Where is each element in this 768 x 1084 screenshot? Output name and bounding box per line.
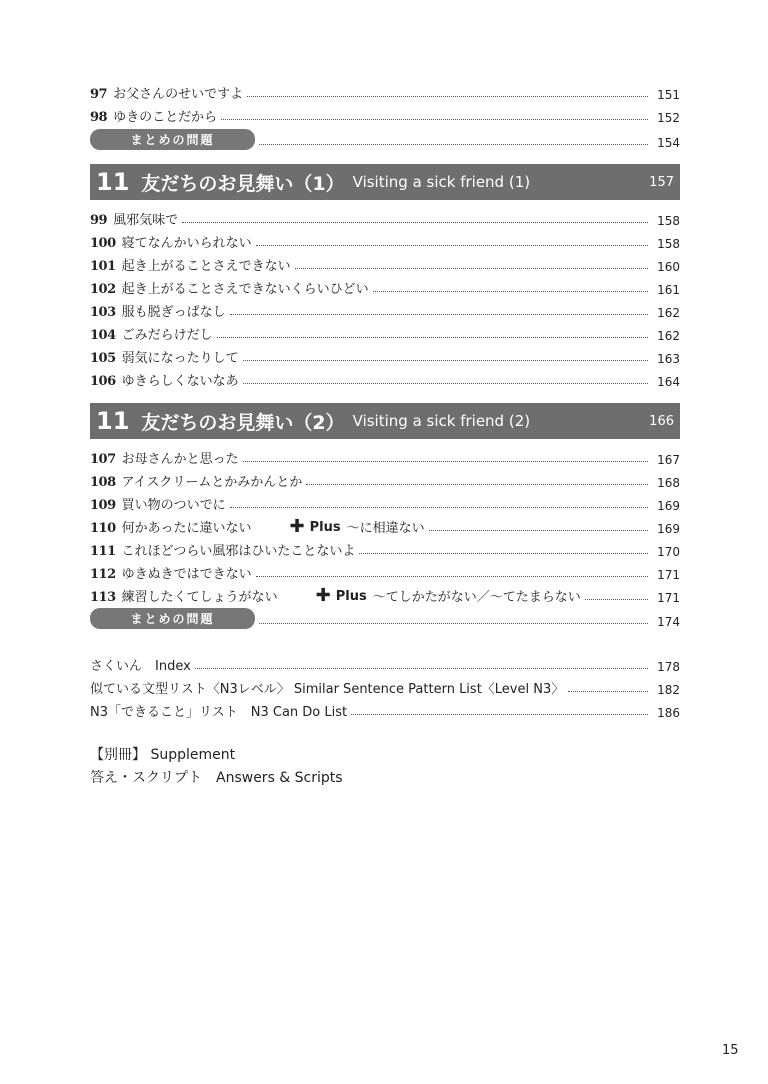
entry-page: 169 [657, 499, 680, 513]
leader-dots [247, 96, 648, 97]
leader-dots [359, 553, 648, 554]
leader-dots [259, 623, 648, 624]
entry-title: これほどつらい風邪はひいたことないよ [121, 544, 356, 559]
entry-page: 171 [657, 591, 680, 605]
summary-entry[interactable] [90, 607, 680, 629]
entry-number: 97 [90, 87, 108, 102]
page-number: 15 [722, 1043, 739, 1058]
plus-icon: ✚ [315, 585, 331, 606]
summary-label: まとめの問題 [90, 129, 255, 150]
entry-page: 151 [657, 88, 680, 102]
leader-dots [217, 337, 648, 338]
summary-entry[interactable] [90, 128, 680, 150]
entry-title: アイスクリームとかみかんとか [121, 475, 303, 490]
entry-page: 160 [657, 260, 680, 274]
leader-dots [230, 314, 648, 315]
appendix-entry[interactable] [90, 652, 680, 674]
entry-page: 170 [657, 545, 680, 559]
supplement-subtitle: 答え・スクリプト Answers & Scripts [90, 770, 343, 786]
plus-icon: ✚ [289, 516, 305, 537]
entry-number: 111 [90, 544, 116, 559]
entry-title: お父さんのせいですよ [113, 87, 244, 102]
leader-dots [182, 222, 648, 223]
unit-title-en: Visiting a sick friend (1) [352, 173, 531, 191]
leader-dots [295, 268, 648, 269]
appendix-title: さくいん Index [90, 659, 191, 674]
entry-title: お母さんかと思った [121, 452, 239, 467]
entry-number: 113 [90, 590, 116, 605]
leader-dots [429, 530, 648, 531]
appendix-entry[interactable] [90, 675, 680, 697]
entry-number: 101 [90, 259, 116, 274]
entry-number: 100 [90, 236, 116, 251]
entry-page: 178 [657, 660, 680, 674]
entry-page: 162 [657, 306, 680, 320]
entry-page: 152 [657, 111, 680, 125]
entry-page: 168 [657, 476, 680, 490]
entry-number: 109 [90, 498, 116, 513]
leader-dots [230, 507, 648, 508]
entry-page: 161 [657, 283, 680, 297]
entry-number: 103 [90, 305, 116, 320]
leader-dots [585, 599, 648, 600]
plus-text: ～に相違ない [346, 521, 425, 536]
entry-title: 服も脱ぎっぱなし [121, 305, 226, 320]
leader-dots [259, 144, 648, 145]
appendix-title: N3「できること」リスト N3 Can Do List [90, 705, 348, 720]
unit-page: 166 [649, 413, 674, 429]
entry-page: 164 [657, 375, 680, 389]
entry-page: 174 [657, 615, 680, 629]
entry-title: ごみだらけだし [121, 328, 213, 343]
entry-page: 162 [657, 329, 680, 343]
summary-label: まとめの問題 [90, 608, 255, 629]
leader-dots [568, 691, 648, 692]
plus-badge [290, 518, 341, 536]
entry-title: 練習したくてしょうがない [121, 590, 278, 605]
unit-number: 11 [96, 168, 130, 196]
supplement-title: 【別冊】 Supplement [90, 747, 236, 763]
plus-badge [316, 587, 367, 605]
leader-dots [256, 245, 648, 246]
toc-entry[interactable] [90, 206, 680, 228]
leader-dots [351, 714, 648, 715]
entry-title: ゆきらしくないなあ [121, 374, 239, 389]
leader-dots [306, 484, 648, 485]
toc-entry[interactable] [90, 468, 680, 490]
entry-page: 167 [657, 453, 680, 467]
toc-entry[interactable] [90, 275, 680, 297]
entry-number: 98 [90, 110, 108, 125]
toc-entry[interactable] [90, 560, 680, 582]
entry-title: 何かあったに違いない [121, 521, 252, 536]
toc-entry[interactable] [90, 229, 680, 251]
leader-dots [243, 360, 648, 361]
entry-title: 起き上がることさえできないくらいひどい [121, 282, 369, 297]
entry-title: 弱気になったりして [121, 351, 239, 366]
entry-title: ゆきぬきではできない [121, 567, 252, 582]
entry-page: 169 [657, 522, 680, 536]
entry-page: 171 [657, 568, 680, 582]
toc-entry[interactable] [90, 583, 680, 605]
toc-entry[interactable] [90, 80, 680, 102]
leader-dots [373, 291, 648, 292]
leader-dots [243, 461, 648, 462]
entry-number: 107 [90, 452, 116, 467]
entry-title: 買い物のついでに [121, 498, 226, 513]
entry-page: 182 [657, 683, 680, 697]
leader-dots [243, 383, 648, 384]
entry-page: 158 [657, 237, 680, 251]
plus-label: Plus [309, 519, 341, 535]
leader-dots [221, 119, 648, 120]
plus-text: ～てしかたがない／～てたまらない [372, 590, 581, 605]
toc-entry[interactable] [90, 537, 680, 559]
unit-title-en: Visiting a sick friend (2) [352, 412, 531, 430]
entry-number: 106 [90, 374, 116, 389]
unit-title: 友だちのお見舞い（1） [141, 172, 345, 195]
entry-number: 104 [90, 328, 116, 343]
entry-number: 108 [90, 475, 116, 490]
toc-entry[interactable] [90, 445, 680, 467]
toc-entry[interactable] [90, 298, 680, 320]
entry-number: 110 [90, 521, 116, 536]
appendix-entry[interactable] [90, 698, 680, 720]
entry-number: 112 [90, 567, 116, 582]
toc-entry[interactable] [90, 103, 680, 125]
entry-number: 102 [90, 282, 116, 297]
toc-entry[interactable] [90, 344, 680, 366]
toc-entry[interactable] [90, 321, 680, 343]
toc-entry[interactable] [90, 252, 680, 274]
entry-number: 99 [90, 213, 108, 228]
unit-banner[interactable] [90, 164, 680, 200]
plus-label: Plus [335, 588, 367, 604]
appendix-title: 似ている文型リスト〈N3レベル〉 Similar Sentence Pattern List〈Level N3〉 [90, 682, 565, 697]
entry-page: 158 [657, 214, 680, 228]
leader-dots [256, 576, 648, 577]
entry-number: 105 [90, 351, 116, 366]
entry-title: 起き上がることさえできない [121, 259, 291, 274]
entry-title: 寝てなんかいられない [121, 236, 252, 251]
entry-page: 186 [657, 706, 680, 720]
toc-entry[interactable] [90, 367, 680, 389]
leader-dots [195, 668, 648, 669]
unit-title: 友だちのお見舞い（2） [141, 411, 345, 434]
unit-banner[interactable] [90, 403, 680, 439]
toc-entry[interactable] [90, 514, 680, 536]
toc-entry[interactable] [90, 491, 680, 513]
entry-title: 風邪気味で [113, 213, 179, 228]
unit-number: 11 [96, 407, 130, 435]
entry-page: 154 [657, 136, 680, 150]
entry-page: 163 [657, 352, 680, 366]
entry-title: ゆきのことだから [113, 110, 218, 125]
unit-page: 157 [649, 174, 674, 190]
